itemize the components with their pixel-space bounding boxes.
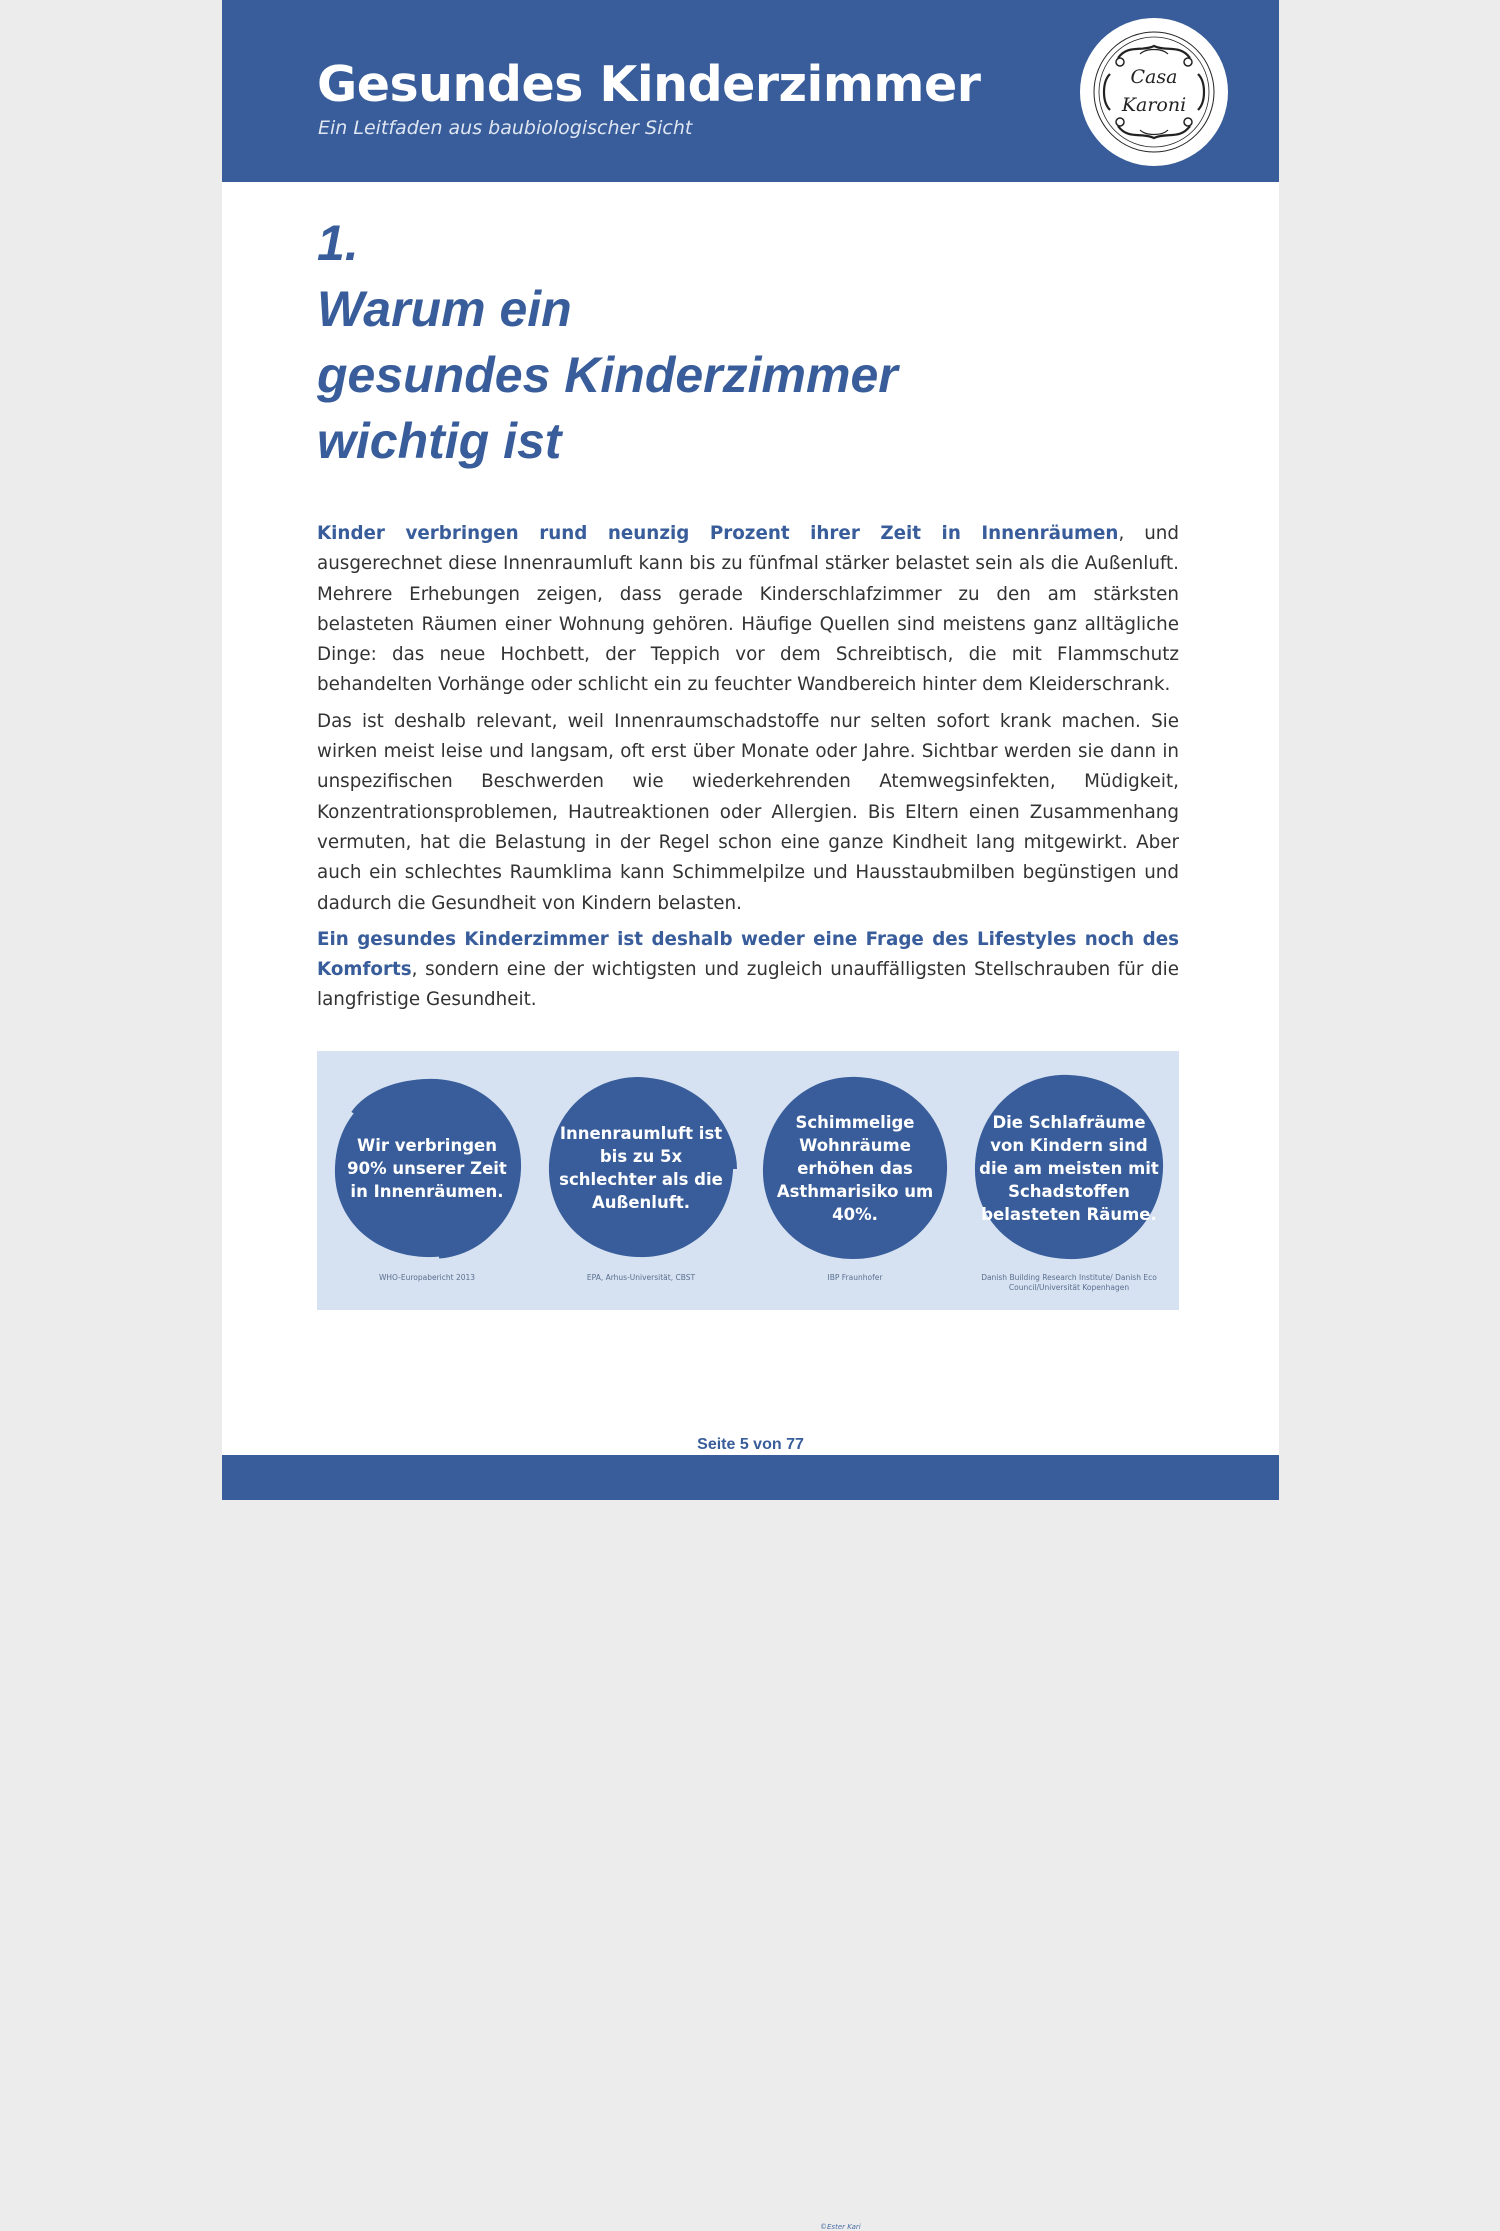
chapter-heading: [317, 210, 898, 474]
copyright-note: ©Ester Kari: [820, 2223, 861, 2231]
fact-card: [541, 1073, 741, 1282]
fact-source: EPA, Arhus-Universität, CBST: [586, 1273, 696, 1282]
fact-circle: [969, 1073, 1169, 1263]
paragraph-3-text: , sondern eine der wichtigsten und zugleich unauffälligsten Stellschrauben für die langfristige Gesundheit.: [317, 959, 1179, 1011]
chapter-title-line: wichtig ist: [317, 413, 562, 469]
document-page: [222, 0, 1279, 2231]
chapter-title-line: gesundes Kinderzimmer: [317, 347, 898, 403]
body-text: [317, 519, 1179, 1022]
chapter-number: 1.: [317, 215, 359, 271]
page-number: Seite 5 von 77: [697, 1436, 804, 1453]
fact-source: Danish Building Research Institute/ Danish Eco Council/Universität Kopenhagen: [981, 1273, 1157, 1292]
header-title: Gesundes Kinderzimmer: [317, 56, 981, 113]
header-subtitle: Ein Leitfaden aus baubiologischer Sicht: [318, 117, 693, 139]
paragraph-1-highlight: Kinder verbringen rund neunzig Prozent ihrer Zeit in Innenräumen: [317, 523, 1119, 544]
paragraph-2: Das ist deshalb relevant, weil Innenraumschadstoffe nur selten sofort krank machen. Sie wirken meist leise und langsam, oft erst über Monate oder Jahre. Sichtbar werden sie dann in unspezifischen Beschwerden wie wiederkehrenden Atemwegsinfekten, Müdigkeit, Konzentrationsproblemen, Hautreaktionen oder Allergien. Bis Eltern einen Zusammenhang vermuten, hat die Belastung in der Regel schon eine ganze Kindheit lang mitgewirkt. Aber auch ein schlechtes Raumklima kann Schimmelpilze und Hausstaubmilben begünstigen und dadurch die Gesundheit von Kindern belasten.: [317, 710, 1179, 914]
fact-circle: [541, 1073, 741, 1263]
fact-source: IBP Fraunhofer: [827, 1273, 883, 1282]
fact-source: WHO-Europabericht 2013: [378, 1273, 476, 1282]
logo-ornament: [1080, 18, 1228, 166]
fact-text: Die Schlafräume von Kindern sind die am meisten mit Schadstoffen belasteten Räume.: [979, 1112, 1159, 1224]
paragraph-3: [317, 925, 1179, 1016]
logo-text-casa: Casa: [1130, 66, 1178, 88]
fact-text: Wir verbringen 90% unserer Zeit in Innenräumen.: [347, 1135, 507, 1201]
page-header: [222, 0, 1279, 182]
footer-bar: [222, 1455, 1279, 1500]
casa-karoni-logo: [1080, 18, 1228, 166]
fact-circle: [755, 1073, 955, 1263]
paragraph-3-highlight: Ein gesundes Kinderzimmer ist deshalb weder eine Frage des Lifestyles noch des Komforts: [317, 928, 1179, 981]
paragraph-1: [317, 519, 1179, 701]
fact-card: [755, 1073, 955, 1282]
fact-card: [327, 1073, 527, 1282]
fact-text: Schimmelige Wohnräume erhöhen das Asthmarisiko um 40%.: [776, 1112, 934, 1224]
fact-circle: [327, 1073, 527, 1263]
logo-text-karoni: Karoni: [1121, 94, 1187, 116]
chapter-title-line: Warum ein: [317, 281, 572, 337]
fact-text: Innenraumluft ist bis zu 5x schlechter als die Außenluft.: [559, 1124, 723, 1212]
paragraph-1-text: , und ausgerechnet diese Innenraumluft kann bis zu fünfmal stärker belastet sein als die Außenluft. Mehrere Erhebungen zeigen, dass gerade Kinderschlafzimmer zu den am stärksten belasteten Räumen einer Wohnung gehören. Häufige Quellen sind meistens ganz alltägliche Dinge: das neue Hochbett, der Teppich vor dem Schreibtisch, die mit Flammschutz behandelten Vorhänge oder schlicht ein zu feuchter Wandbereich hinter dem Kleiderschrank.: [317, 523, 1179, 696]
fact-card: [969, 1073, 1169, 1292]
